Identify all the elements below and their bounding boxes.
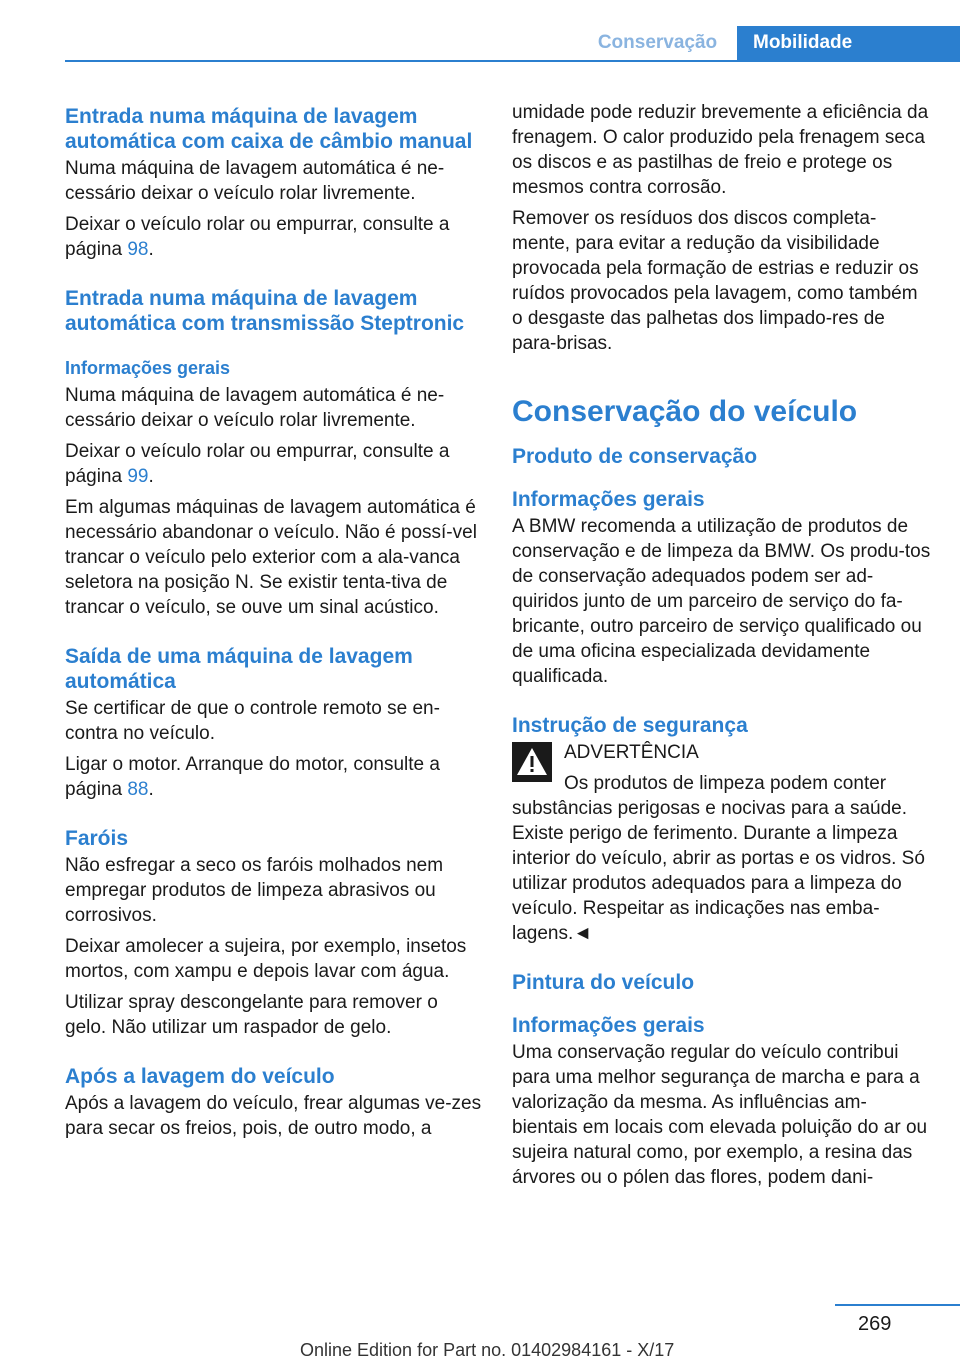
heading-entrada-manual: Entrada numa máquina de lavagem automática com caixa de câmbio manual [65,105,473,153]
page-link-98[interactable]: 98 [127,239,149,260]
paragraph: Se certificar de que o controle remoto se en-contra no veículo. [65,698,440,744]
heading-apos-lavagem: Após a lavagem do veículo [65,1065,335,1088]
right-column [512,100,932,1190]
paragraph: Uma conservação regular do veículo contribui para uma melhor segurança de marcha e para a valorização da mesma. As influências am-bientais em locais com elevada poluição do ar ou sujeira natural como, por exemplo, a resina das árvores ou o pólen das flores, podem dani- [512,1042,928,1188]
paragraph: Numa máquina de lavagem automática é ne-cessário deixar o veículo rolar livremente. [65,158,445,204]
paragraph: Após a lavagem do veículo, frear algumas ve-zes para secar os freios, pois, de outro modo, a [65,1093,482,1139]
heading-saida: Saída de uma máquina de lavagem automática [65,645,413,693]
heading-produto-conservacao: Produto de conservação [512,445,758,468]
warning-text: substâncias perigosas e nocivas para a saúde. Existe perigo de ferimento. Durante a limpeza interior do veículo, abrir as portas e os vidros. Só utilizar produtos adequados para a limpeza do veículo. Respeitar as indicações nas emba-lagens.◄ [512,798,925,944]
footer-edition: Online Edition for Part no. 01402984161 - X/17 [300,1340,675,1360]
heading-entrada-steptronic: Entrada numa máquina de lavagem automática com transmissão Steptronic [65,287,465,335]
paragraph: Deixar o veículo rolar ou empurrar, consulte a página 99. [65,441,450,487]
subheading-informacoes-gerais: Informações gerais [512,1014,705,1037]
subheading-informacoes-gerais: Informações gerais [512,488,705,511]
warning-block [512,740,932,796]
paragraph: Utilizar spray descongelante para remover o gelo. Não utilizar um raspador de gelo. [65,992,438,1038]
tab-conservacao[interactable]: Conservação [597,32,718,53]
subheading-instrucao-seguranca: Instrução de segurança [512,714,748,737]
paragraph: Remover os resíduos dos discos completa-mente, para evitar a redução da visibilidade provocada pela formação de estrias e reduzir os ruídos provocados pela lavagem, como também o desgaste das palhetas dos limpado-res de para-brisas. [512,208,919,354]
heading-pintura-veiculo: Pintura do veículo [512,971,695,994]
paragraph: Em algumas máquinas de lavagem automática é necessário abandonar o veículo. Não é possí-vel trancar o veículo pelo exterior com a ala-vanca seletora na posição N. Se existir tenta-tiva de trancar o veículo, se ouve um sinal acústico. [65,497,477,618]
paragraph: Ligar o motor. Arranque do motor, consulte a página 88. [65,754,440,800]
left-column [65,100,483,1141]
page-link-88[interactable]: 88 [127,779,149,800]
paragraph: Não esfregar a seco os faróis molhados nem empregar produtos de limpeza abrasivos ou corrosivos. [65,855,444,926]
paragraph: umidade pode reduzir brevemente a eficiência da frenagem. O calor produzido pela frenagem seca os discos e as pastilhas de freio e protege os mesmos contra corrosão. [512,102,929,198]
warning-line: Os produtos de limpeza podem conter [564,773,887,794]
tab-mobilidade[interactable]: Mobilidade [737,26,960,62]
paragraph: A BMW recomenda a utilização de produtos de conservação e de limpeza da BMW. Os produ-tos de conservação adequados podem ser ad-quiridos junto de um parceiro de serviço do fa-bricante, outro parceiro de serviço qualificado ou de uma oficina especializada devidamente qualificada. [512,516,931,687]
warning-triangle-icon [512,742,552,782]
footer-rule [835,1304,960,1306]
heading-conservacao-veiculo: Conservação do veículo [512,395,858,428]
warning-title: ADVERTÊNCIA [564,742,699,763]
paragraph: Deixar o veículo rolar ou empurrar, consulte a página 98. [65,214,450,260]
paragraph: Deixar amolecer a sujeira, por exemplo, insetos mortos, com xampu e depois lavar com água. [65,936,467,982]
heading-farois: Faróis [65,827,129,850]
paragraph: Numa máquina de lavagem automática é ne-cessário deixar o veículo rolar livremente. [65,385,445,431]
subheading-informacoes-gerais: Informações gerais [65,358,231,378]
page-link-99[interactable]: 99 [127,466,149,487]
page-number: 269 [858,1313,892,1335]
